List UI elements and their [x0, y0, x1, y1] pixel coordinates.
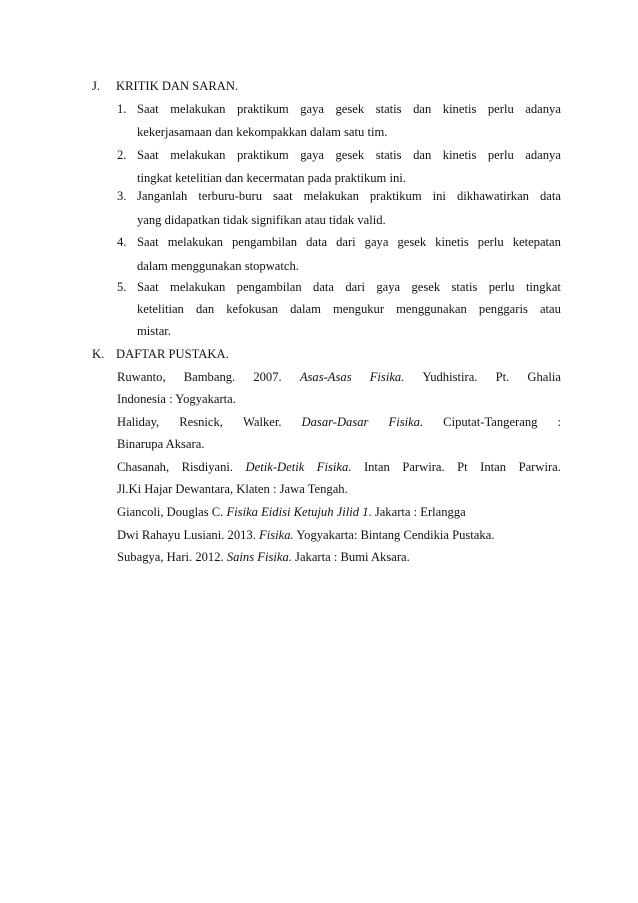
- word: dari: [336, 235, 356, 249]
- reference-entry-2: [117, 413, 561, 431]
- ref-author: Dwi Rahayu Lusiani. 2013.: [117, 528, 260, 542]
- word: saat: [273, 189, 293, 203]
- ref-author: Subagya, Hari. 2012.: [117, 550, 227, 564]
- word: dikhawatirkan: [456, 189, 529, 203]
- list-item-line: dalam menggunakan stopwatch.: [137, 259, 299, 273]
- word: mengukur: [332, 302, 385, 316]
- word: gesek: [397, 235, 427, 249]
- word: atau: [539, 302, 561, 316]
- word: Walker.: [243, 415, 282, 429]
- word: Fisika.: [388, 415, 424, 429]
- word: Bambang.: [183, 370, 236, 384]
- list-item-line: [137, 233, 561, 251]
- word: Detik-Detik: [245, 460, 305, 474]
- word-part: .: [348, 460, 352, 474]
- word: praktikum: [369, 189, 422, 203]
- word: tingkat: [525, 280, 561, 294]
- reference-line: Indonesia : Yogyakarta.: [117, 392, 236, 406]
- reference-entry-5: [117, 526, 494, 544]
- word: Parwira.: [402, 460, 445, 474]
- ref-title: Sains Fisika.: [226, 550, 292, 564]
- word: Saat: [137, 148, 159, 162]
- word: dan: [195, 302, 215, 316]
- word: [317, 458, 352, 476]
- ref-title: Fisika.: [259, 528, 294, 542]
- word: gaya: [300, 148, 324, 162]
- word: Ciputat-Tangerang: [443, 415, 538, 429]
- ref-publisher: Yogyakarta: Bintang Cendikia Pustaka.: [293, 528, 495, 542]
- word: Parwira.: [518, 460, 561, 474]
- word: statis: [375, 102, 402, 116]
- word: data: [313, 280, 335, 294]
- word: Intan: [480, 460, 507, 474]
- word: kinetis: [442, 148, 477, 162]
- word: Risdiyani.: [181, 460, 234, 474]
- word: praktikum: [236, 102, 289, 116]
- word: pengambilan: [231, 235, 298, 249]
- list-item-line: [137, 187, 561, 205]
- list-number: 5.: [117, 280, 127, 294]
- word: melakukan: [303, 189, 359, 203]
- word: perlu: [487, 148, 514, 162]
- ref-title: Fisika Eidisi Ketujuh Jilid 1: [226, 505, 369, 519]
- section-heading-daftar-pustaka: [92, 345, 229, 363]
- word: statis: [375, 148, 402, 162]
- word: Ruwanto,: [117, 370, 166, 384]
- word: Chasanah,: [117, 460, 170, 474]
- word: melakukan: [170, 280, 226, 294]
- word: Asas-Asas: [299, 370, 352, 384]
- word: gaya: [364, 235, 389, 249]
- word: kinetis: [435, 235, 469, 249]
- word: ketelitian: [137, 302, 184, 316]
- list-item-line: [137, 146, 561, 164]
- reference-entry-6: [117, 548, 410, 566]
- section-title: DAFTAR PUSTAKA.: [116, 347, 229, 361]
- list-item-line: [137, 278, 561, 296]
- word: Intan: [363, 460, 390, 474]
- word: dan: [413, 102, 432, 116]
- word: Janganlah: [137, 189, 188, 203]
- word: 2007.: [253, 370, 282, 384]
- word: data: [306, 235, 328, 249]
- word: dalam: [290, 302, 321, 316]
- list-number: 3.: [117, 189, 127, 203]
- word: melakukan: [170, 148, 226, 162]
- reference-line: Jl.Ki Hajar Dewantara, Klaten : Jawa Tengah.: [117, 482, 348, 496]
- word: Saat: [137, 102, 159, 116]
- word: Saat: [137, 280, 159, 294]
- word: Ghalia: [527, 370, 561, 384]
- word: perlu: [487, 102, 514, 116]
- word: ini: [432, 189, 446, 203]
- ref-publisher: Jakarta : Bumi Aksara.: [291, 550, 410, 564]
- section-title: KRITIK DAN SARAN.: [116, 79, 239, 93]
- word: adanya: [525, 102, 561, 116]
- word: Saat: [137, 235, 159, 249]
- word: adanya: [525, 148, 561, 162]
- word: dari: [345, 280, 365, 294]
- reference-line: Binarupa Aksara.: [117, 437, 205, 451]
- word: gesek: [411, 280, 441, 294]
- reference-entry-3: [117, 458, 561, 476]
- word: pengambilan: [236, 280, 302, 294]
- list-number: 1.: [117, 102, 127, 116]
- list-item-line: [137, 100, 561, 118]
- list-item-line: mistar.: [137, 324, 171, 338]
- reference-entry-1: [117, 368, 561, 386]
- reference-entry-4: [117, 503, 466, 521]
- section-letter: K.: [92, 347, 105, 361]
- word: perlu: [477, 235, 504, 249]
- word: gaya: [300, 102, 324, 116]
- word: Pt.: [495, 370, 510, 384]
- word: melakukan: [170, 102, 226, 116]
- word: Dasar-Dasar: [301, 415, 369, 429]
- word: praktikum: [236, 148, 289, 162]
- word: penggaris: [478, 302, 528, 316]
- word: kinetis: [442, 102, 477, 116]
- section-letter: J.: [92, 79, 101, 93]
- word: gesek: [335, 102, 365, 116]
- word: gesek: [335, 148, 365, 162]
- ref-author: Giancoli, Douglas C.: [117, 505, 227, 519]
- word: melakukan: [167, 235, 223, 249]
- list-number: 2.: [117, 148, 127, 162]
- word: data: [539, 189, 561, 203]
- section-heading-kritik-saran: [92, 77, 238, 95]
- word-part: Fisika: [316, 460, 349, 474]
- word: kefokusan: [226, 302, 278, 316]
- word: gaya: [376, 280, 401, 294]
- list-item-line: kekerjasamaan dan kekompakkan dalam satu tim.: [137, 125, 388, 139]
- list-item-line: [137, 300, 561, 318]
- word: terburu-buru: [198, 189, 263, 203]
- word: Resnick,: [179, 415, 223, 429]
- word: menggunakan: [396, 302, 467, 316]
- list-number: 4.: [117, 235, 127, 249]
- word: ketepatan: [512, 235, 561, 249]
- word: statis: [451, 280, 478, 294]
- word: Haliday,: [117, 415, 160, 429]
- word: Fisika.: [369, 370, 405, 384]
- word: dan: [413, 148, 432, 162]
- list-item-line: yang didapatkan tidak signifikan atau tidak valid.: [137, 213, 386, 227]
- word: :: [557, 415, 561, 429]
- ref-publisher: . Jakarta : Erlangga: [368, 505, 466, 519]
- word: perlu: [488, 280, 515, 294]
- list-item-line: tingkat ketelitian dan kecermatan pada praktikum ini.: [137, 171, 406, 185]
- word: Yudhistira.: [422, 370, 478, 384]
- word: Pt: [457, 460, 468, 474]
